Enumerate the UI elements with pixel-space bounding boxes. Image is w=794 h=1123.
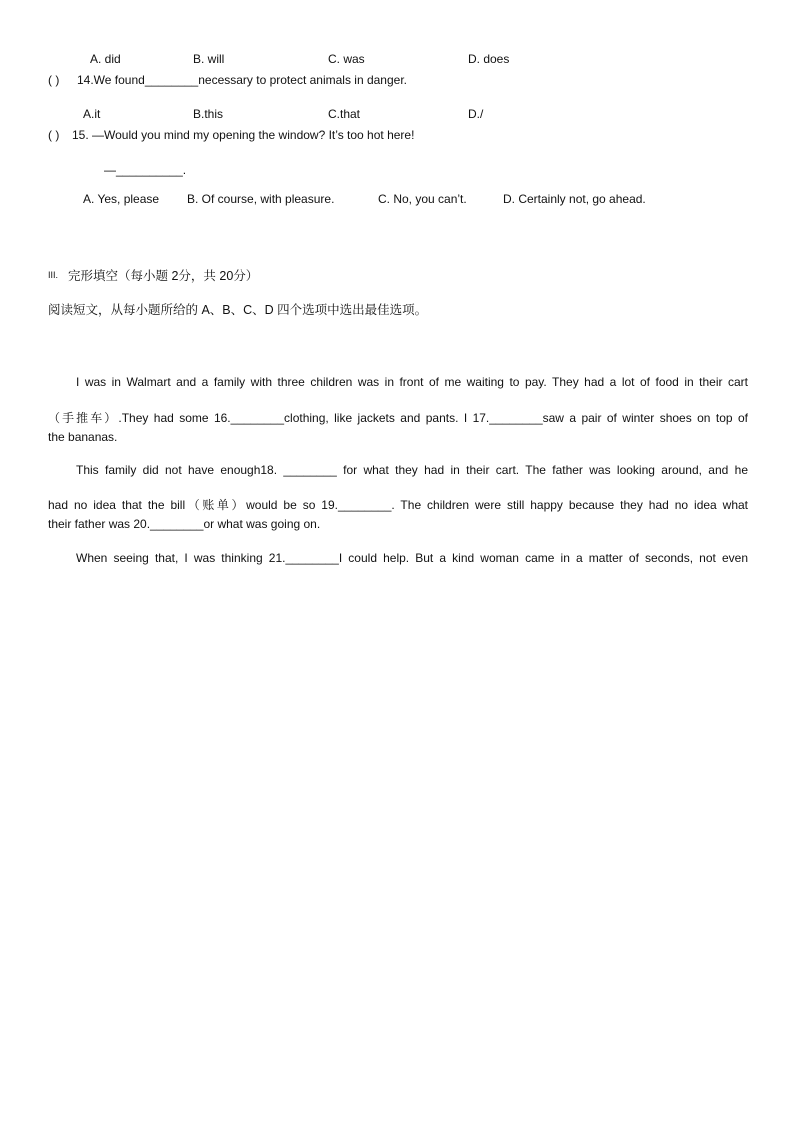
q14-stem: 14.We found________necessary to protect animals in danger.	[77, 73, 407, 87]
q15-reply-blank: —__________.	[104, 163, 187, 177]
q15-stem: 15. —Would you mind my opening the window? It’s too hot here!	[72, 128, 415, 142]
passage-paragraph-1-line-3: the bananas.	[48, 430, 118, 444]
q15-option-d: D. Certainly not, go ahead.	[503, 192, 646, 206]
q13-option-a: A. did	[90, 52, 121, 66]
passage-paragraph-2-line-3: their father was 20.________or what was going on.	[48, 517, 321, 531]
q15-option-b: B. Of course, with pleasure.	[187, 192, 335, 206]
passage-paragraph-1-line-2: （手推车）.They had some 16.________clothing, like jackets and pants. I 17.________saw a pair of winter shoes on top of	[48, 411, 748, 425]
q14-answer-bracket: ( )	[48, 73, 60, 87]
q15-answer-bracket: ( )	[48, 128, 60, 142]
section-3-instruction: 阅读短文，从每小题所给的 A、B、C、D 四个选项中选出最佳选项。	[48, 303, 428, 317]
q13-option-c: C. was	[328, 52, 365, 66]
q13-option-d: D. does	[468, 52, 510, 66]
q15-option-a: A. Yes, please	[83, 192, 160, 206]
q14-option-d: D./	[468, 107, 484, 121]
q14-option-c: C.that	[328, 107, 361, 121]
section-3-title: 完形填空（每小题 2分，共 20分）	[68, 269, 259, 283]
q14-option-a: A.it	[83, 107, 101, 121]
passage-paragraph-1-line-1: I was in Walmart and a family with three children was in front of me waiting to pay. They had a lot of food in their cart	[76, 375, 748, 389]
passage-paragraph-3-line-1: When seeing that, I was thinking 21.________I could help. But a kind woman came in a matter of seconds, not even	[76, 551, 748, 565]
q13-option-b: B. will	[193, 52, 225, 66]
section-3-number: III.	[48, 270, 59, 280]
q15-option-c: C. No, you can’t.	[378, 192, 467, 206]
passage-paragraph-2-line-2: had no idea that the bill（账单）would be so 19.________. The children were still happy because they had no idea what	[48, 498, 748, 512]
passage-paragraph-2-line-1: This family did not have enough18. ________ for what they had in their cart. The father was looking around, and he	[76, 463, 748, 477]
q14-option-b: B.this	[193, 107, 224, 121]
